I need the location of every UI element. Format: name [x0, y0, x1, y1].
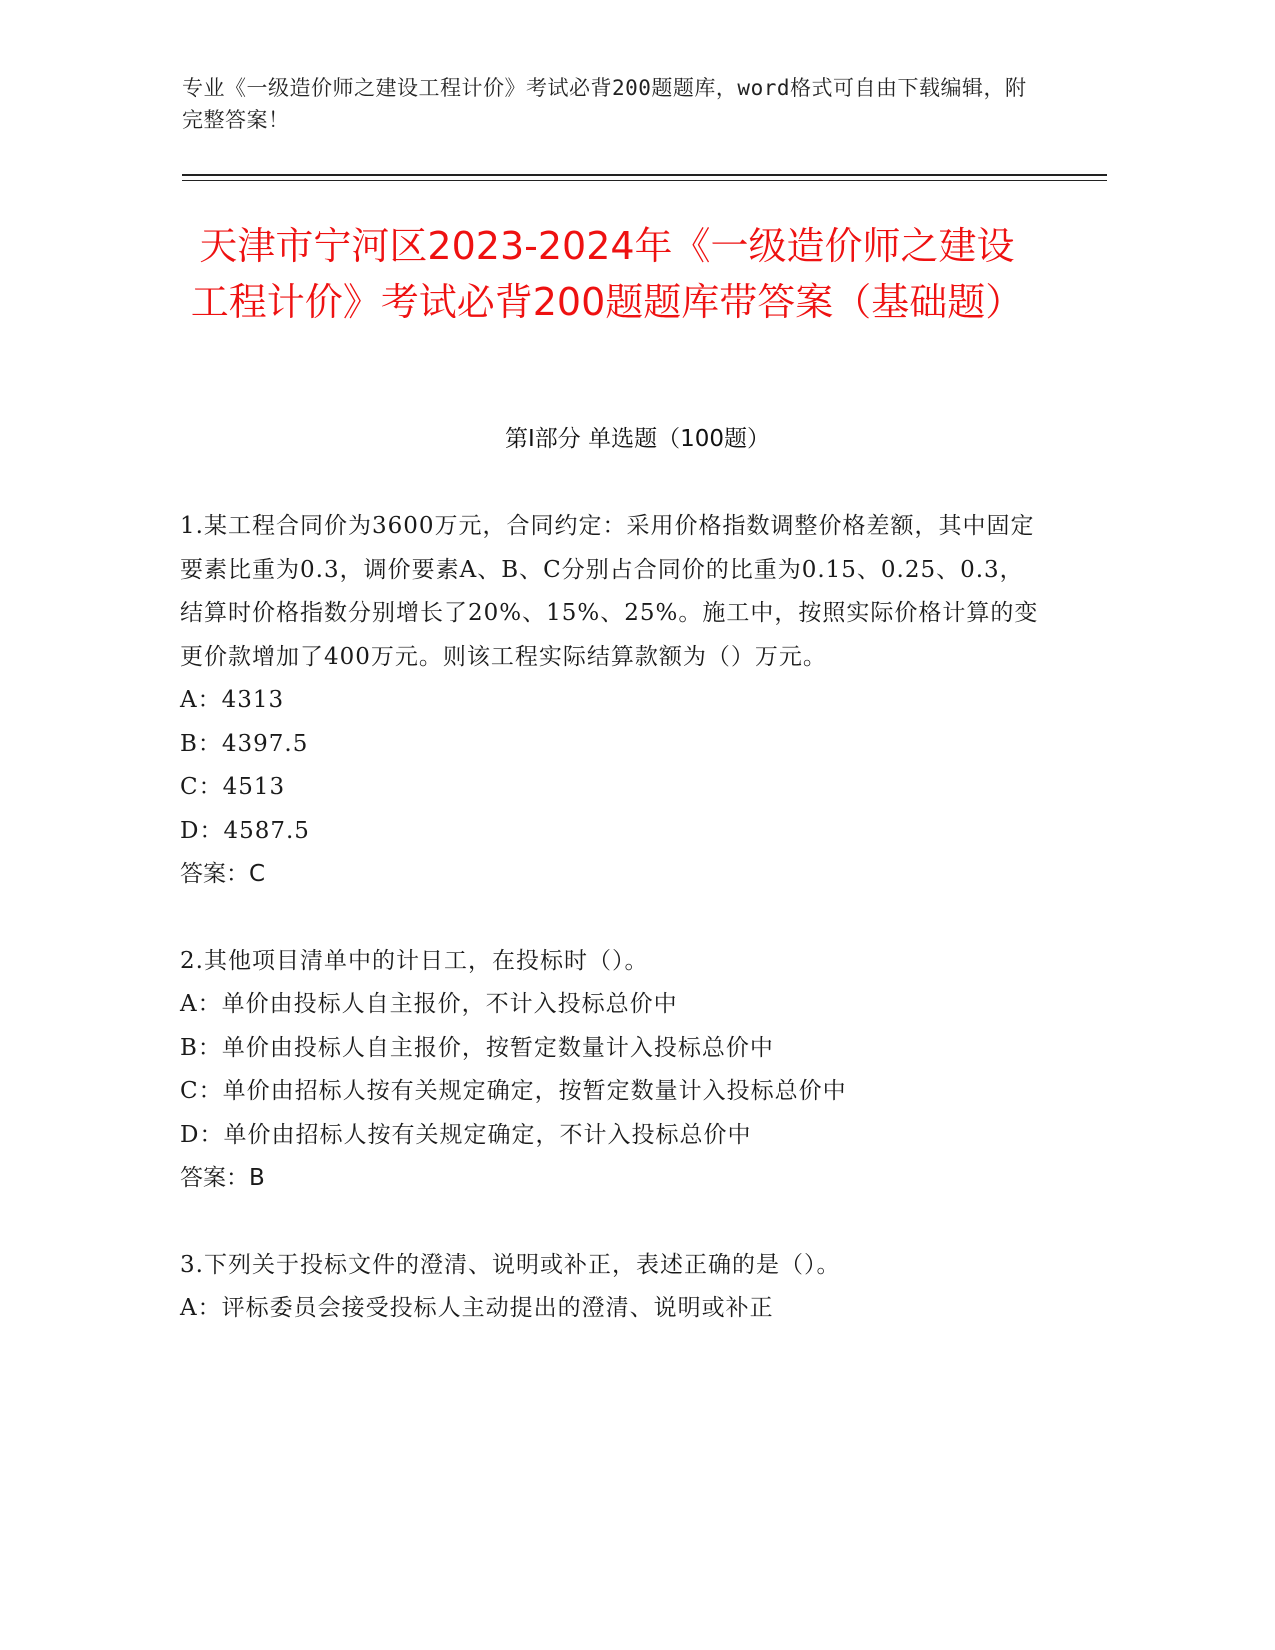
question-2	[180, 940, 1040, 1201]
option-b: B：4397.5	[180, 730, 309, 757]
option-d: D：4587.5	[180, 817, 310, 844]
question-stem: 3.下列关于投标文件的澄清、说明或补正，表述正确的是（）。	[180, 1251, 841, 1278]
header-divider-thick	[182, 174, 1107, 176]
question-stem: 2.其他项目清单中的计日工，在投标时（）。	[180, 947, 649, 974]
option-b: B：单价由投标人自主报价，按暂定数量计入投标总价中	[180, 1034, 774, 1061]
question-1	[180, 505, 1040, 897]
answer: 答案：C	[180, 861, 266, 887]
question-list	[180, 505, 1040, 1374]
question-3	[180, 1244, 1040, 1331]
question-stem: 1.某工程合同价为3600万元，合同约定：采用价格指数调整价格差额，其中固定要素比重为0.3，调价要素A、B、C分别占合同价的比重为0.15、0.25、0.3，结算时价格指数分别增长了20%、15%、25%。施工中，按照实际价格计算的变更价款增加了400万元。则该工程实际结算款额为（）万元。	[180, 513, 1039, 670]
header-note: 专业《一级造价师之建设工程计价》考试必背200题题库，word格式可自由下载编辑，附完整答案！	[182, 76, 1027, 132]
option-a: A：4313	[180, 687, 285, 713]
option-c: C：单价由招标人按有关规定确定，按暂定数量计入投标总价中	[180, 1078, 847, 1104]
answer: 答案：B	[180, 1165, 265, 1191]
option-d: D：单价由招标人按有关规定确定，不计入投标总价中	[180, 1121, 752, 1148]
document-title: 天津市宁河区2023-2024年《一级造价师之建设工程计价》考试必背200题题库带答案（基础题）	[190, 224, 1024, 324]
option-a: A：单价由投标人自主报价，不计入投标总价中	[180, 991, 678, 1017]
option-c: C：4513	[180, 774, 286, 800]
section-heading: 第I部分 单选题（100题）	[505, 426, 770, 452]
header-divider-thin	[182, 180, 1107, 181]
option-a: A：评标委员会接受投标人主动提出的澄清、说明或补正	[180, 1295, 774, 1321]
